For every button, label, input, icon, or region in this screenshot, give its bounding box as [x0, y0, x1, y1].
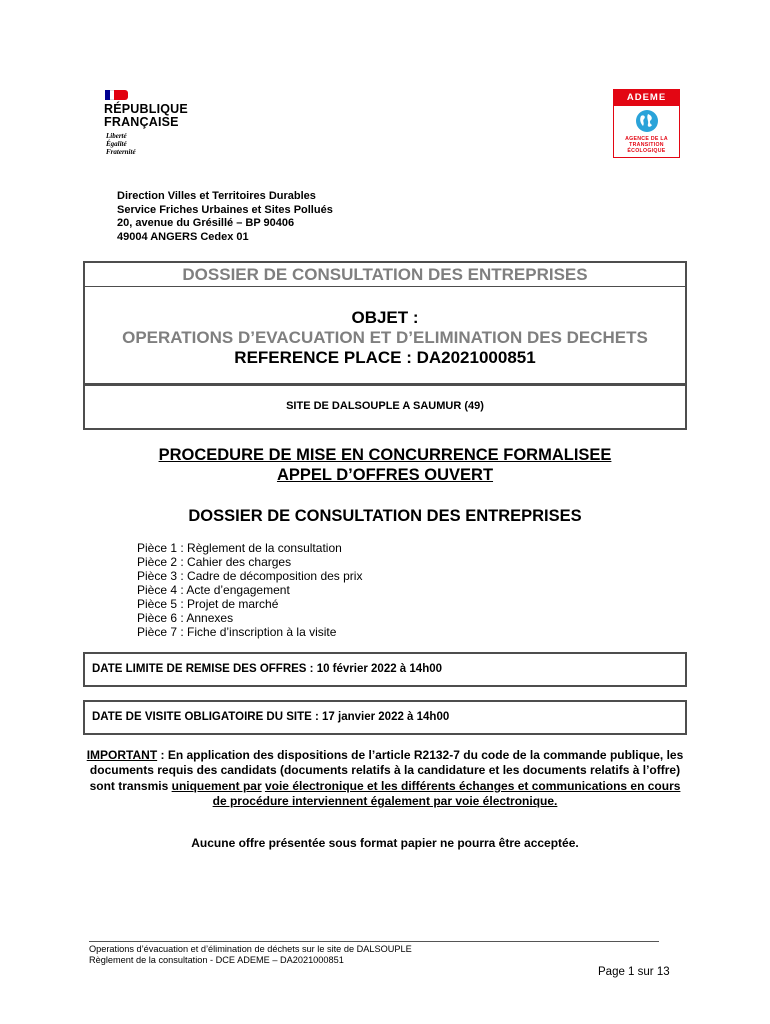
- dce-heading: DOSSIER DE CONSULTATION DES ENTREPRISES: [188, 507, 582, 525]
- footer-line-1: Operations d’évacuation et d’élimination de déchets sur le site de DALSOUPLE: [89, 944, 412, 954]
- objet-label: OBJET :: [351, 308, 419, 327]
- procedure-line-1: PROCEDURE DE MISE EN CONCURRENCE FORMALISEE: [158, 446, 612, 464]
- site-name: SITE DE DALSOUPLE A SAUMUR (49): [286, 400, 484, 412]
- important-underlined-2: voie électronique et les différents échanges et communications en cours de procédure interviennent également par voie électronique.: [212, 778, 681, 809]
- ademe-tagline-1: AGENCE DE LA: [625, 136, 668, 142]
- list-item: Pièce 1 : Règlement de la consultation: [137, 541, 342, 555]
- address-line: Direction Villes et Territoires Durables: [117, 190, 316, 202]
- globe-icon: [635, 109, 659, 133]
- list-item: Pièce 6 : Annexes: [137, 611, 234, 625]
- procedure-heading: [84, 445, 686, 485]
- list-item: Pièce 2 : Cahier des charges: [137, 555, 292, 569]
- ademe-logo: [613, 89, 680, 158]
- republique-francaise-logo: [104, 90, 214, 160]
- motto-liberte: Liberté: [106, 132, 127, 140]
- republic-motto: [106, 132, 136, 156]
- marianne-flag-icon: [105, 90, 119, 100]
- list-item: Pièce 5 : Projet de marché: [137, 597, 279, 611]
- important-notice: [84, 748, 686, 810]
- document-title: DOSSIER DE CONSULTATION DES ENTREPRISES: [182, 265, 588, 284]
- document-title-box: [83, 261, 687, 287]
- date-remise: DATE LIMITE DE REMISE DES OFFRES : 10 février 2022 à 14h00: [92, 663, 443, 675]
- ademe-tagline-2: TRANSITION: [629, 142, 664, 148]
- important-text: : En application des dispositions de l’article R2132-7 du code de la commande publique, les documents requis des candidats (documents relatifs à la candidature et les documents relatifs à l’offre) sont transmis: [89, 748, 684, 793]
- date-visite: DATE DE VISITE OBLIGATOIRE DU SITE : 17 janvier 2022 à 14h00: [92, 711, 450, 723]
- important-underlined-1: uniquement par: [171, 778, 262, 793]
- page-number: Page 1 sur 13: [598, 966, 670, 978]
- paper-format-note: Aucune offre présentée sous format papier ne pourra être acceptée.: [191, 836, 579, 850]
- objet-text: OPERATIONS D’EVACUATION ET D’ELIMINATION DES DECHETS: [122, 328, 648, 347]
- motto-fraternite: Fraternité: [106, 148, 136, 156]
- ademe-logo-name: ADEME: [614, 90, 679, 106]
- motto-egalite: Égalité: [106, 140, 127, 148]
- republique-francaise-name: [104, 103, 188, 129]
- date-remise-box: [83, 652, 687, 687]
- procedure-line-2: APPEL D’OFFRES OUVERT: [276, 466, 494, 484]
- address-line: 49004 ANGERS Cedex 01: [117, 230, 249, 243]
- address-line: Service Friches Urbaines et Sites Pollués: [117, 203, 333, 216]
- list-item: Pièce 3 : Cadre de décomposition des prix: [137, 569, 363, 583]
- footer-line-2: Règlement de la consultation - DCE ADEME – DA2021000851: [89, 955, 344, 965]
- ademe-tagline: [616, 136, 677, 154]
- ademe-tagline-3: ÉCOLOGIQUE: [627, 148, 666, 154]
- important-label: IMPORTANT: [86, 748, 158, 762]
- sender-address: [117, 190, 333, 244]
- pieces-list: [137, 541, 362, 639]
- footer-divider: [89, 941, 659, 942]
- date-visite-box: [83, 700, 687, 735]
- address-line: 20, avenue du Grésillé – BP 90406: [117, 217, 295, 230]
- list-item: Pièce 4 : Acte d’engagement: [137, 583, 290, 597]
- page-footer: [89, 944, 412, 966]
- site-box: [83, 383, 687, 430]
- list-item: Pièce 7 : Fiche d’inscription à la visite: [137, 625, 337, 639]
- logo-name-line-2: FRANÇAISE: [104, 115, 179, 129]
- logo-name-line-1: RÉPUBLIQUE: [104, 102, 188, 116]
- reference-place: REFERENCE PLACE : DA2021000851: [234, 348, 536, 367]
- objet-box: [83, 286, 687, 386]
